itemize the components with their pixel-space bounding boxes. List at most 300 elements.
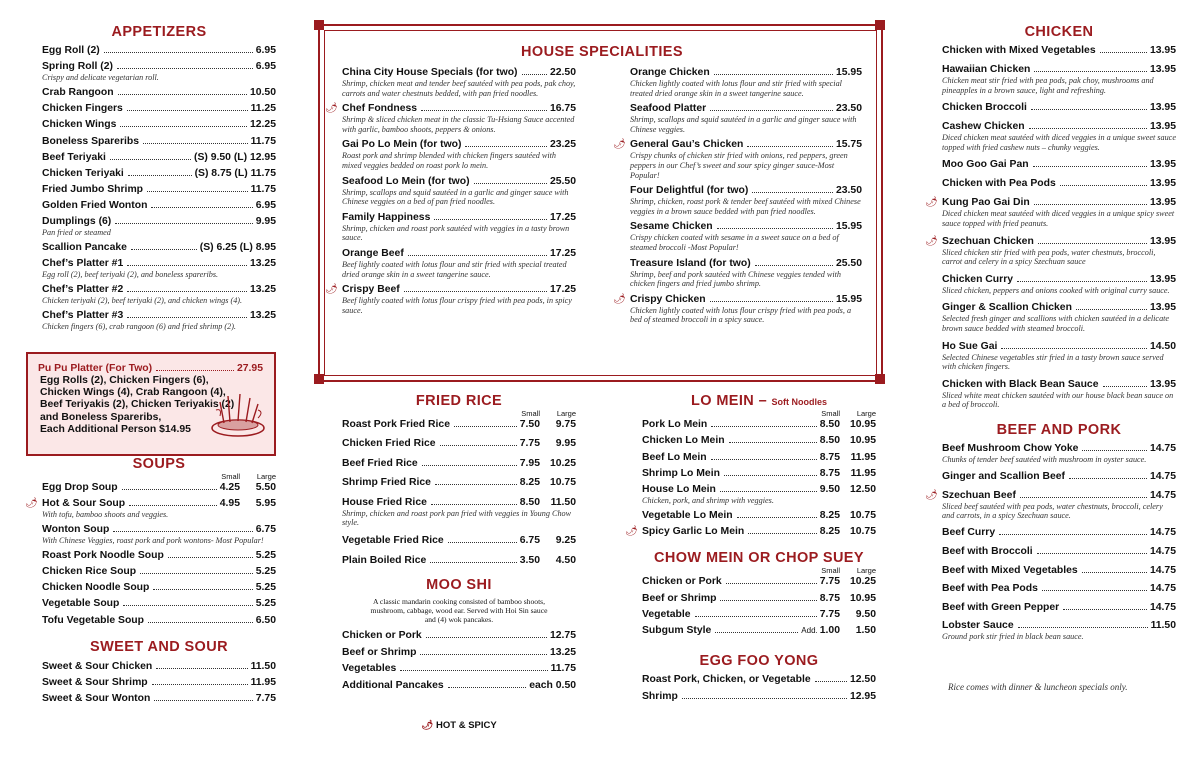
item-price: 13.25 (249, 258, 276, 270)
menu-item (342, 534, 576, 547)
soups-heading: SOUPS (132, 456, 186, 472)
item-name: Crispy Beef (342, 284, 400, 296)
item-price: 17.25 (549, 211, 576, 223)
item-price: 11.50 (1150, 620, 1176, 632)
menu-item (942, 340, 1176, 372)
item-price-small: 8.50 (519, 496, 540, 508)
pupu-platter-illustration-icon (208, 390, 268, 440)
item-price: 9.95 (255, 216, 276, 228)
item-price-small: 1.00 (819, 625, 840, 637)
menu-item (42, 309, 276, 332)
item-price-large: 10.95 (849, 592, 876, 604)
house-left-list (325, 66, 576, 329)
item-price-small: 4.95 (219, 498, 240, 510)
menu-item (942, 601, 1176, 614)
item-price-small: 8.25 (819, 526, 840, 538)
menu-item (42, 199, 276, 212)
menu-item (942, 470, 1176, 483)
item-name: Kung Pao Gai Din (942, 197, 1030, 209)
beef-pork-heading: BEEF AND PORK (996, 421, 1122, 438)
house-specialities (325, 44, 862, 329)
item-price: 14.75 (1149, 489, 1176, 501)
item-price-small: 8.75 (819, 592, 840, 604)
column-2-lower (342, 393, 576, 731)
item-price: 16.75 (549, 103, 576, 115)
hot-spicy-legend: 🌶 HOT & SPICY (421, 719, 497, 731)
item-price-large: 10.75 (849, 526, 876, 538)
pupu-line: Chicken Wings (4), Crab Rangoon (4), (40, 387, 226, 399)
pepper-icon: 🌶 (925, 197, 938, 209)
menu-item (325, 102, 576, 134)
item-price-large: 5.50 (255, 482, 276, 493)
egg-foo-yong-heading: EGG FOO YONG (699, 653, 819, 670)
menu-item (342, 247, 576, 279)
item-price: 5.25 (255, 598, 276, 610)
item-price-small: 9.50 (819, 484, 840, 496)
menu-item (342, 138, 576, 170)
pepper-icon: 🌶 (625, 526, 638, 538)
item-description: Egg roll (2), beef teriyaki (2), and boneless spareribs. (42, 270, 219, 280)
item-price: 14.75 (1149, 601, 1176, 613)
item-price: 5.25 (255, 582, 276, 594)
menu-item (42, 183, 276, 196)
menu-item (42, 660, 276, 673)
item-name: Roast Pork Noodle Soup (42, 549, 164, 561)
item-name: Vegetable (642, 608, 691, 620)
column-1-lower (25, 456, 276, 708)
item-price-large: 1.50 (855, 625, 876, 637)
item-price: 13.95 (1149, 64, 1176, 75)
item-description: Roast pork and shrimp blended with chicken fingers sautéed with mixed veggies bedded on roast pork lo mein. (342, 151, 556, 170)
item-price: 13.95 (1149, 302, 1176, 314)
item-price: 15.75 (835, 139, 862, 151)
item-name: House Fried Rice (342, 496, 427, 508)
fried-rice-heading: FRIED RICE (415, 393, 503, 409)
item-description: Chicken, pork, and shrimp with veggies. (642, 496, 774, 506)
item-description: Crispy chicken coated with sesame in a sweet sauce on a bed of steamed broccoli -Most Popular! (630, 233, 839, 252)
item-price: 6.50 (255, 614, 276, 626)
item-price: 11.75 (550, 663, 576, 675)
menu-item (42, 481, 276, 494)
item-price: 14.75 (1149, 527, 1176, 539)
egg-foo-yong-list (642, 673, 876, 702)
add-label: Add. (801, 626, 818, 636)
item-name: Chicken or Pork (342, 630, 422, 642)
item-price: 13.95 (1149, 45, 1176, 56)
menu-item (42, 549, 276, 562)
item-price-small: 7.95 (519, 457, 540, 469)
moo-shi-intro: A classic mandarin cooking consisted of bamboo shoots, mushroom, cabbage, wood ear. Served with Hoi Sin sauce and (4) wok pancakes. (370, 596, 548, 625)
item-price-large: 9.50 (855, 608, 876, 620)
menu-item (42, 241, 276, 254)
item-price-large: 10.25 (549, 457, 576, 469)
menu-item (942, 378, 1176, 410)
item-price: 11.95 (250, 676, 276, 688)
item-name: Vegetable Fried Rice (342, 535, 444, 547)
item-description: Sliced chicken, peppers and onions cooked with original curry sauce. (942, 285, 1170, 295)
pupu-title: Pu Pu Platter (For Two) (38, 363, 153, 374)
item-name: China City House Specials (for two) (342, 67, 518, 78)
item-description: Shrimp, beef and pork sautéed with Chinese veggies tended with chicken fingers and fried jumbo shrimp. (630, 269, 842, 289)
item-price: 13.95 (1149, 197, 1176, 209)
item-name: Szechuan Beef (942, 489, 1016, 501)
menu-item (342, 662, 576, 675)
item-price: 15.95 (835, 67, 862, 78)
menu-item (642, 624, 876, 637)
item-price-small: 8.75 (819, 467, 840, 479)
item-name: Beef with Pea Pods (942, 583, 1038, 595)
menu-item (42, 86, 276, 99)
footer-note: Rice comes with dinner & luncheon specials only. (948, 682, 1128, 693)
item-name: Shrimp Lo Mein (642, 467, 720, 479)
item-price: 13.95 (1149, 178, 1176, 190)
menu-item (625, 525, 876, 538)
item-description: Beef lightly coated with lotus flour crispy fried with pea pods, in spicy sauce. (342, 296, 572, 315)
item-name: Beef or Shrimp (642, 592, 717, 604)
menu-item (342, 211, 576, 243)
menu-item (42, 44, 276, 57)
pepper-icon: 🌶 (25, 498, 38, 510)
item-price: 12.50 (849, 674, 876, 686)
item-price: 13.25 (549, 646, 576, 658)
item-name: Chef’s Platter #3 (42, 310, 124, 321)
item-name: Chicken with Black Bean Sauce (942, 378, 1099, 390)
pepper-icon: 🌶 (613, 293, 626, 305)
menu-item (325, 283, 576, 315)
menu-item (942, 301, 1176, 333)
menu-item (642, 434, 876, 447)
item-price: 25.50 (549, 175, 576, 187)
menu-item (342, 679, 576, 692)
item-description: Chicken teriyaki (2), beef teriyaki (2), and chicken wings (4). (42, 296, 243, 306)
item-name: Beef Fried Rice (342, 457, 418, 469)
menu-item (642, 418, 876, 431)
menu-item (42, 215, 276, 238)
menu-item (42, 118, 276, 131)
item-name: House Lo Mein (642, 484, 716, 496)
beef-pork-list (925, 442, 1176, 642)
item-price: 10.50 (249, 86, 276, 98)
item-name: Family Happiness (342, 211, 431, 223)
item-name: Chicken Rice Soup (42, 565, 137, 577)
item-name: Chicken Curry (942, 273, 1014, 285)
item-description: Diced chicken meat sautéed with diced veggies in a unique sweet sauce topped with fried cashew nuts – chunky veggies. (942, 133, 1176, 152)
menu-item (42, 102, 276, 115)
menu-item (942, 44, 1176, 57)
item-price: 13.95 (1149, 159, 1176, 171)
item-name: Crispy Chicken (630, 293, 706, 305)
menu-item (942, 564, 1176, 577)
item-price-small: 6.75 (519, 535, 540, 547)
moo-shi-heading: MOO SHI (426, 576, 492, 593)
menu-item (642, 575, 876, 588)
item-price: 15.95 (835, 221, 862, 233)
item-name: Beef or Shrimp (342, 646, 417, 658)
pupu-platter-box (26, 352, 276, 456)
chicken-list (925, 44, 1176, 410)
menu-item (642, 608, 876, 621)
item-price: 6.95 (255, 45, 276, 56)
item-name: Sweet & Sour Chicken (42, 660, 153, 672)
item-description: Pan fried or steamed (42, 228, 111, 238)
item-price-large: 5.95 (255, 498, 276, 510)
item-price: 11.25 (250, 103, 276, 115)
item-name: Chef’s Platter #2 (42, 284, 124, 296)
item-description: Shrimp, chicken and roast pork sautéed with veggies in a tasty brown sauce. (342, 223, 570, 243)
fried-rice-small-header: Small (521, 409, 540, 418)
menu-item (942, 177, 1176, 190)
menu-item (942, 619, 1176, 642)
menu-item (42, 257, 276, 280)
pupu-line: and Boneless Spareribs, (40, 411, 162, 423)
item-price: (S) 6.25 (L) 8.95 (199, 242, 276, 254)
item-description: Chicken lightly coated with lotus flour and stir fried with special treated dried orange skin in a sweet tangerine sauce. (630, 79, 842, 98)
chow-mein-small-header: Small (821, 566, 840, 576)
item-price: 14.75 (1149, 442, 1176, 454)
item-description: Crispy chunks of chicken stir fried with onions, red peppers, green peppers in our Chef’s sweet and sour spicy ginger sauce-Most Popular! (630, 151, 848, 180)
menu-item (613, 138, 862, 180)
menu-item (630, 184, 862, 216)
menu-item (630, 66, 862, 98)
item-price: (S) 8.75 (L) 11.75 (194, 167, 276, 179)
item-description: Sliced beef sautéed with pea pods, water chestnuts, broccoli, celery and carrots, in a spicy Szechuan sauce. (942, 501, 1163, 521)
item-name: Subgum Style (642, 625, 712, 637)
pepper-icon: 🌶 (421, 719, 434, 731)
item-name: Beef Mushroom Chow Yoke (942, 442, 1079, 454)
item-name: General Gau’s Chicken (630, 139, 744, 151)
item-description: With tofu, bamboo shoots and veggies. (42, 510, 169, 520)
item-name: Ginger and Scallion Beef (942, 471, 1065, 483)
item-price: 12.95 (849, 690, 876, 702)
menu-item (42, 167, 276, 180)
item-price-small: 4.25 (219, 482, 240, 493)
menu-item (642, 483, 876, 506)
item-price: 6.75 (255, 523, 276, 535)
item-name: Moo Goo Gai Pan (942, 159, 1029, 171)
item-name: Chicken or Pork (642, 576, 722, 588)
item-description: Chicken lightly coated with lotus flour crispy fried with pea pods, a bed of steamed broccoli in a spicy sauce. (630, 305, 852, 325)
item-price: 13.25 (249, 310, 276, 321)
item-name: Crab Rangoon (42, 86, 114, 98)
item-price-large: 10.25 (849, 576, 876, 588)
item-name: Sweet & Sour Wonton (42, 692, 151, 704)
item-description: Chicken fingers (6), crab rangoon (6) and fried shrimp (2). (42, 322, 236, 331)
menu-item (42, 581, 276, 594)
item-name: Cashew Chicken (942, 121, 1025, 133)
chow-mein-heading: CHOW MEIN OR CHOP SUEY (654, 550, 864, 567)
item-price-small: 8.50 (819, 419, 840, 430)
item-price: 17.25 (549, 247, 576, 259)
menu-item (942, 63, 1176, 95)
item-price-large: 9.75 (555, 419, 576, 430)
menu-item (42, 692, 276, 705)
menu-item (42, 151, 276, 164)
item-price: 5.25 (255, 549, 276, 561)
item-price-large: 11.95 (850, 467, 876, 479)
menu-item (642, 467, 876, 480)
soups-list (25, 481, 276, 627)
pepper-icon: 🌶 (613, 139, 626, 151)
item-name: Fried Jumbo Shrimp (42, 184, 144, 196)
sweet-sour-list (42, 660, 276, 705)
item-price-small: 8.50 (819, 435, 840, 447)
item-name: Beef with Mixed Vegetables (942, 564, 1078, 576)
lo-mein-small-header: Small (821, 409, 840, 418)
item-description: Beef lightly coated with lotus flour and stir fried with special treated dried orange skin in a sweet tangerine sauce. (342, 259, 567, 279)
item-price: 14.75 (1149, 471, 1176, 483)
menu-item (342, 496, 576, 528)
item-price: 15.95 (835, 293, 862, 305)
item-description: Chicken meat stir fried with pea pods, pak choy, mushrooms and pineapples in a brown sauce, light and refreshing. (942, 76, 1154, 95)
item-name: Beef Lo Mein (642, 451, 707, 463)
item-price: 6.95 (255, 200, 276, 212)
item-name: Orange Beef (342, 247, 404, 259)
menu-item (630, 257, 862, 289)
item-price: 17.25 (549, 284, 576, 296)
item-price-small: 7.75 (519, 438, 540, 450)
item-name: Chicken Noodle Soup (42, 582, 150, 594)
menu-item (42, 676, 276, 689)
menu-item (642, 451, 876, 464)
item-name: Egg Roll (2) (42, 45, 100, 56)
item-price: 6.95 (255, 61, 276, 73)
item-price: 23.50 (835, 185, 862, 197)
item-name: Spicy Garlic Lo Mein (642, 526, 745, 538)
item-price: 14.75 (1149, 546, 1176, 558)
menu-item (42, 60, 276, 83)
item-price-small: 7.50 (519, 419, 540, 430)
item-price-large: 11.95 (850, 451, 876, 463)
item-name: Pork Lo Mein (642, 419, 708, 430)
item-price-large: 12.50 (849, 484, 876, 496)
pepper-icon: 🌶 (925, 489, 938, 501)
pupu-line: Egg Rolls (2), Chicken Fingers (6), (40, 375, 209, 386)
menu-item (642, 592, 876, 605)
item-price: 11.75 (250, 135, 276, 147)
item-description: Selected fresh ginger and scallions with chicken sautéed in a delicate brown sauce bedded with steamed broccoli. (942, 314, 1170, 333)
item-name: Scallion Pancake (42, 242, 127, 254)
fried-rice-large-header: Large (556, 409, 576, 418)
item-price: 11.50 (250, 660, 276, 672)
column-3-lower (625, 393, 876, 706)
item-name: Chicken Lo Mein (642, 435, 725, 447)
item-name: Roast Pork Fried Rice (342, 419, 450, 430)
item-price-small: 8.75 (819, 451, 840, 463)
item-name: Gai Po Lo Mein (for two) (342, 139, 462, 151)
item-price-large: 9.25 (555, 535, 576, 547)
menu-item (925, 235, 1176, 267)
item-name: Four Delightful (for two) (630, 185, 749, 197)
item-price-large: 9.95 (555, 438, 576, 450)
item-description: Selected Chinese vegetables stir fried in a tasty brown sauce served with chicken fingers. (942, 352, 1164, 372)
item-price: 5.25 (255, 565, 276, 577)
menu-item (925, 196, 1176, 228)
item-price: 14.75 (1149, 564, 1176, 576)
item-price-large: 4.50 (555, 554, 576, 566)
item-name: Egg Drop Soup (42, 482, 118, 493)
item-name: Golden Fried Wonton (42, 200, 148, 212)
item-price: 13.25 (249, 284, 276, 296)
house-specialities-heading: HOUSE SPECIALITIES (521, 44, 683, 60)
menu-item (630, 220, 862, 252)
menu-item (42, 135, 276, 148)
item-price: 13.95 (1149, 121, 1176, 133)
item-price: 25.50 (835, 257, 862, 269)
menu-item (42, 283, 276, 306)
menu-item (942, 526, 1176, 539)
item-name: Vegetable Soup (42, 598, 120, 610)
item-price: (S) 9.50 (L) 12.95 (193, 151, 276, 163)
soups-large-header: Large (256, 472, 276, 481)
menu-item (342, 554, 576, 567)
item-name: Plain Boiled Rice (342, 554, 427, 566)
item-name: Spring Roll (2) (42, 61, 113, 73)
menu-item (342, 629, 576, 642)
item-price: 13.95 (1149, 378, 1176, 390)
item-description: Ground pork stir fried in black bean sauce. (942, 632, 1084, 642)
item-price-large: 11.50 (550, 496, 576, 508)
chow-mein-large-header: Large (856, 566, 876, 576)
item-name: Szechuan Chicken (942, 235, 1034, 247)
item-name: Chicken Fingers (42, 103, 123, 115)
lo-mein-large-header: Large (856, 409, 876, 418)
menu-item (342, 418, 576, 431)
item-description: Chunks of tender beef sautéed with mushroom in oyster sauce. (942, 454, 1147, 464)
menu-item (942, 442, 1176, 465)
menu-item (342, 457, 576, 470)
menu-item (342, 646, 576, 659)
item-name: Chicken with Pea Pods (942, 178, 1056, 190)
moo-shi-list (342, 629, 576, 692)
item-description: Crispy and delicate vegetarian roll. (42, 73, 159, 83)
pepper-icon: 🌶 (925, 235, 938, 247)
item-description: Shrimp, chicken, roast pork & tender beef sautéed with mixed Chinese veggies in a brown sauce bedded with pan fried noodles. (630, 197, 861, 216)
item-price-small: 8.25 (819, 510, 840, 522)
item-description: With Chinese Veggies, roast pork and pork wontons- Most Popular! (42, 535, 264, 545)
item-price: each 0.50 (529, 679, 576, 691)
menu-item (642, 509, 876, 522)
item-name: Hot & Sour Soup (42, 498, 126, 510)
menu-item (942, 120, 1176, 152)
item-name: Roast Pork, Chicken, or Vegetable (642, 674, 811, 686)
item-description: Sliced white meat chicken sautéed with our house black bean sauce on a bed of broccoli. (942, 390, 1174, 410)
menu-item (613, 293, 862, 325)
appetizers-list (42, 44, 276, 332)
item-name: Boneless Spareribs (42, 135, 140, 147)
sweet-sour-heading: SWEET AND SOUR (90, 638, 228, 655)
item-name: Beef with Broccoli (942, 546, 1033, 558)
menu-item (42, 565, 276, 578)
item-name: Shrimp Fried Rice (342, 477, 431, 489)
menu-item (642, 673, 876, 686)
item-name: Chicken Broccoli (942, 102, 1027, 114)
item-name: Lobster Sauce (942, 620, 1014, 632)
item-price-small: 7.75 (819, 576, 840, 588)
item-name: Ginger & Scallion Chicken (942, 302, 1072, 314)
pupu-line: Beef Teriyakis (2), Chicken Teriyakis (2) (40, 399, 235, 411)
menu-item (42, 597, 276, 610)
menu-item (342, 437, 576, 450)
item-name: Tofu Vegetable Soup (42, 614, 144, 626)
menu-item (925, 489, 1176, 521)
item-name: Wonton Soup (42, 523, 110, 535)
menu-item (942, 101, 1176, 114)
item-description: Sliced chicken stir fried with pea pods, water chestnuts, broccoli, carrot and celery in a spicy Szechuan sauce (942, 247, 1156, 267)
item-price: 12.25 (249, 119, 276, 131)
pepper-icon: 🌶 (325, 103, 338, 115)
item-price: 14.50 (1149, 340, 1176, 352)
soups-small-header: Small (221, 472, 240, 481)
